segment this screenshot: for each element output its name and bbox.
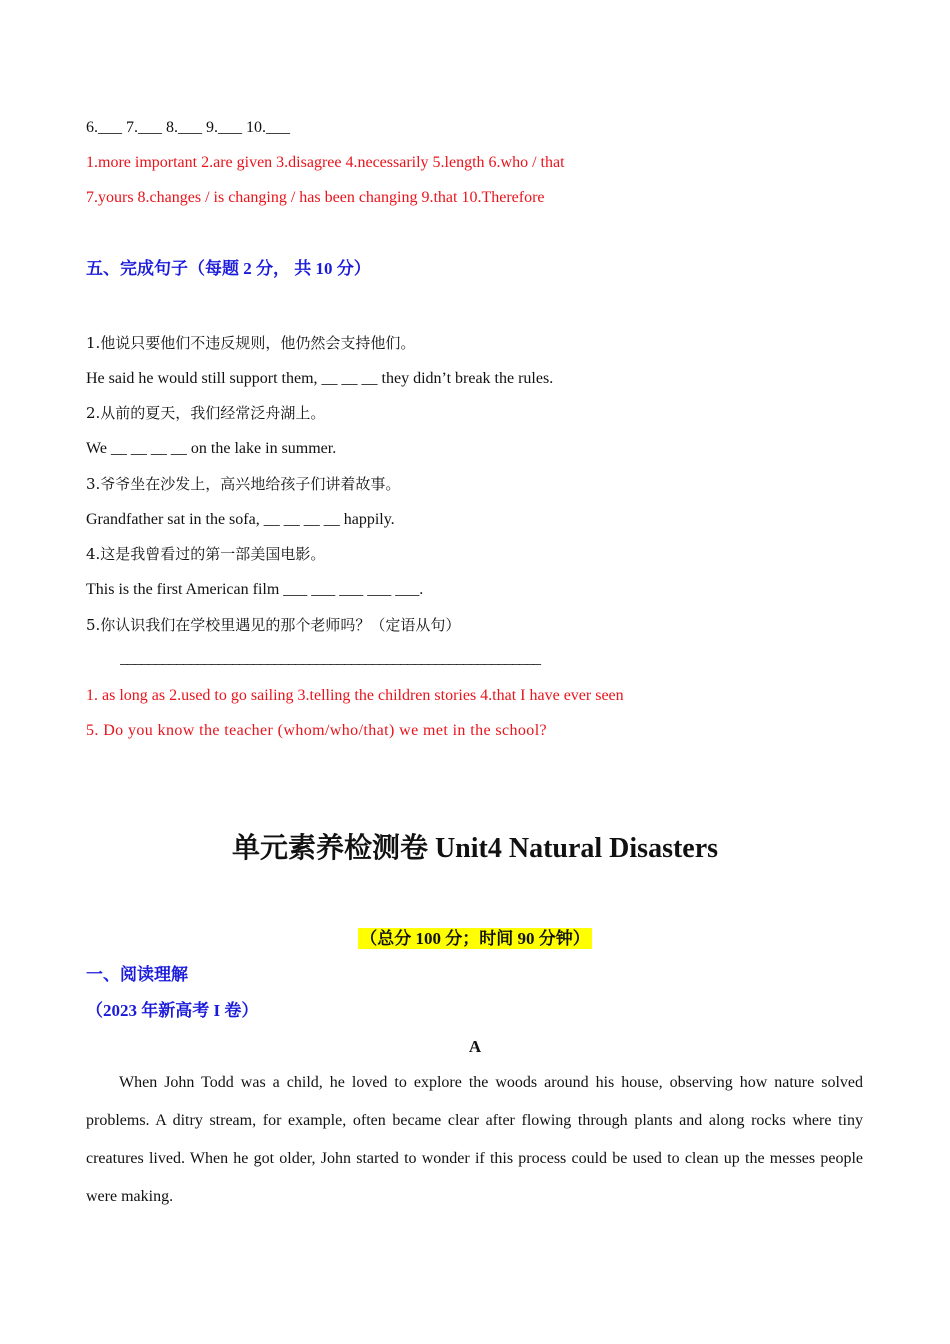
item1-chinese: 1.他说只要他们不违反规则，他仍然会支持他们。 [86,334,416,352]
answer-blanks-row: 6.___ 7.___ 8.___ 9.___ 10.___ [86,119,290,136]
answers-part4-line1: 1.more important 2.are given 3.disagree 4.necessarily 5.length 6.who / that [86,154,565,171]
item5-answer-line: ____________________________________________________________ [120,650,540,667]
section5-answers-line1: 1. as long as 2.used to go sailing 3.telling the children stories 4.that I have ever seen [86,687,624,704]
section1-heading: 一、阅读理解 [86,965,188,984]
item4-english: This is the first American film ___ ___ ___ ___ ___. [86,581,424,598]
item5-chinese: 5.你认识我们在学校里遇见的那个老师吗？（定语从句） [86,616,461,634]
section5-answers-line2: 5. Do you know the teacher (whom/who/that) we met in the school? [86,722,548,739]
answers-part4-line2: 7.yours 8.changes / is changing / has been changing 9.that 10.Therefore [86,189,545,206]
score-info-wrap [0,924,950,949]
section1-source: （2023 年新高考 I 卷） [86,1001,259,1020]
unit-title: 单元素养检测卷 Unit4 Natural Disasters [231,833,719,864]
item3-english: Grandfather sat in the sofa, __ __ __ __ happily. [86,511,395,528]
passage-paragraph: When John Todd was a child, he loved to explore the woods around his house, observing how nature solved problems. A ditry stream, for example, often became clear after flowing through plants and along rocks where tiny creatures lived. When he got older, John started to wonder if this process could be used to clean up the messes people were making. [86,1074,863,1205]
section5-heading: 五、完成句子（每题 2 分， 共 10 分） [86,259,371,278]
score-info: （总分 100 分；时间 90 分钟） [360,929,590,948]
item4-chinese: 4.这是我曾看过的第一部美国电影。 [86,545,326,563]
item2-english: We __ __ __ __ on the lake in summer. [86,440,337,457]
item1-english: He said he would still support them, __ __ __ they didn’t break the rules. [86,370,554,387]
item3-chinese: 3.爷爷坐在沙发上，高兴地给孩子们讲着故事。 [86,475,401,493]
item2-chinese: 2.从前的夏天，我们经常泛舟湖上。 [86,404,326,422]
passage-label: A [468,1037,482,1056]
